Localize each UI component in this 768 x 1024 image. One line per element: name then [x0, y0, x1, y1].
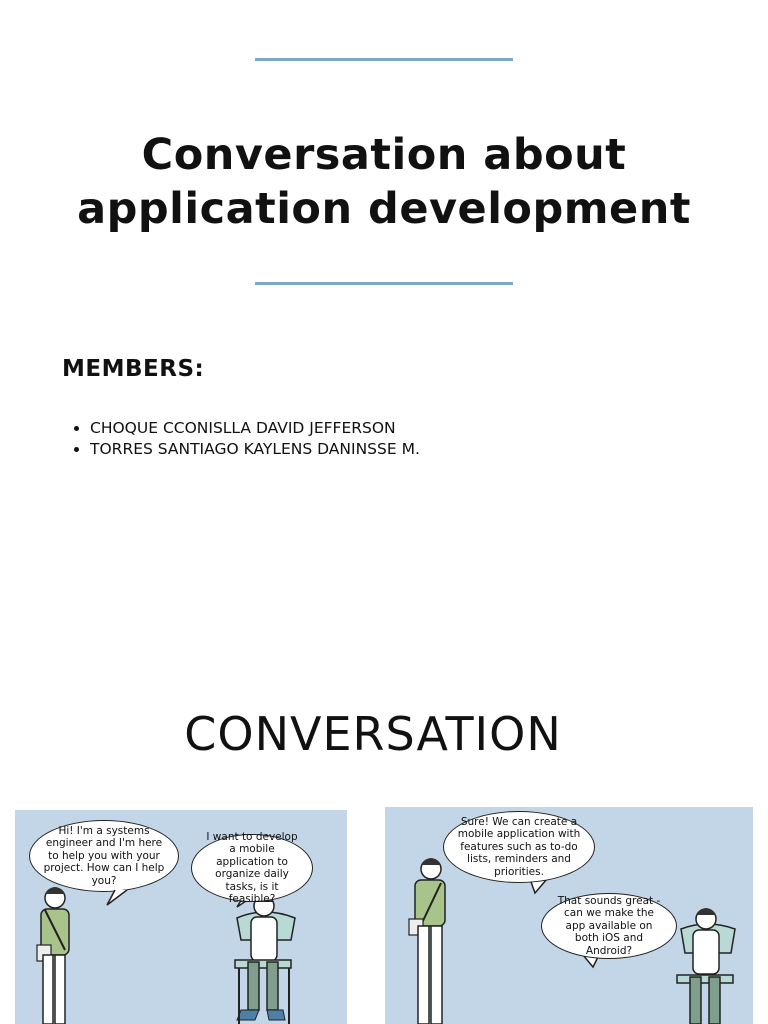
comic-panel-1 [15, 810, 347, 1024]
client-figure-icon [235, 895, 295, 1024]
page-title: Conversation about application development [77, 130, 691, 234]
members-list [50, 418, 420, 460]
client-figure-icon [677, 908, 735, 1024]
speech-bubble-client [191, 830, 313, 905]
engineer-figure-icon [37, 887, 69, 1024]
speech-bubble-text: That sounds great - can we make the app available on both iOS and Android? [557, 894, 661, 957]
comic-panel-2 [385, 807, 753, 1024]
member-item: • TORRES SANTIAGO KAYLENS DANINSSE M. [90, 439, 420, 460]
speech-bubble-engineer [443, 811, 595, 883]
top-divider [255, 58, 513, 61]
speech-bubble-text: Sure! We can create a mobile application with features such as to-do lists, reminders and priorities. [457, 815, 581, 878]
conversation-heading: CONVERSATION [184, 707, 562, 761]
member-item: • CHOQUE CCONISLLA DAVID JEFFERSON [90, 418, 420, 439]
bottom-divider [255, 282, 513, 285]
engineer-figure-icon [409, 858, 445, 1024]
members-heading: MEMBERS: [62, 356, 205, 382]
speech-bubble-text: I want to develop a mobile application to organize daily tasks, is it feasible? [206, 830, 298, 905]
speech-bubble-text: Hi! I'm a systems engineer and I'm here to help you with your project. How can I help you? [43, 824, 165, 887]
speech-bubble-client [541, 893, 677, 959]
